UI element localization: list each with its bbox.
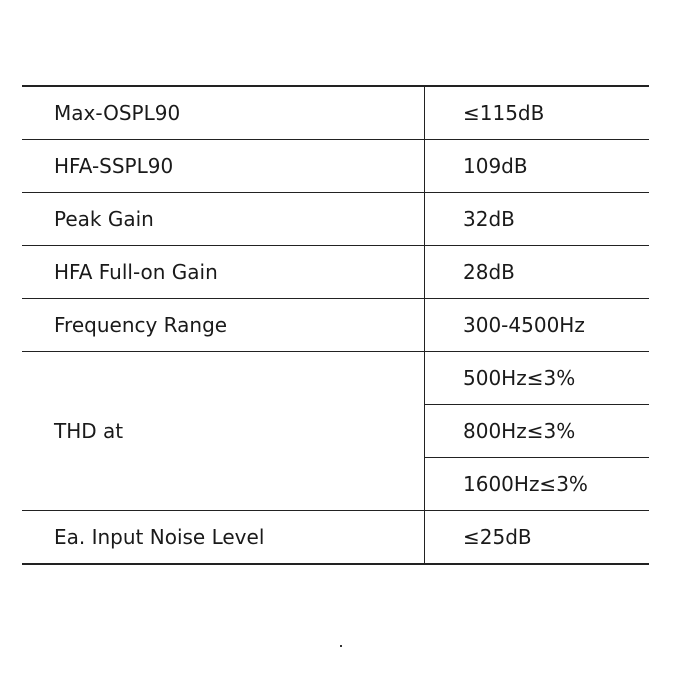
- spec-value: 300-4500Hz: [425, 299, 650, 352]
- spec-value: ≤115dB: [425, 86, 650, 140]
- spec-value: 28dB: [425, 246, 650, 299]
- table-row: [22, 352, 649, 405]
- spec-label: Frequency Range: [22, 299, 425, 352]
- spec-label: Peak Gain: [22, 193, 425, 246]
- table-row: [22, 246, 649, 299]
- spec-label: Ea. Input Noise Level: [22, 511, 425, 565]
- spec-value: 109dB: [425, 140, 650, 193]
- spec-value: 1600Hz≤3%: [425, 458, 650, 511]
- spec-label: THD at: [22, 352, 425, 511]
- table-row: [22, 511, 649, 565]
- spec-label: HFA Full-on Gain: [22, 246, 425, 299]
- stray-dot: [340, 645, 342, 647]
- spec-table: [22, 85, 649, 565]
- spec-label: Max-OSPL90: [22, 86, 425, 140]
- spec-label: HFA-SSPL90: [22, 140, 425, 193]
- spec-value: 800Hz≤3%: [425, 405, 650, 458]
- spec-value: 500Hz≤3%: [425, 352, 650, 405]
- spec-value: ≤25dB: [463, 525, 532, 549]
- table-row: [22, 140, 649, 193]
- table-row: [22, 86, 649, 140]
- table-row: [22, 299, 649, 352]
- table-row: [22, 193, 649, 246]
- spec-value: 32dB: [425, 193, 650, 246]
